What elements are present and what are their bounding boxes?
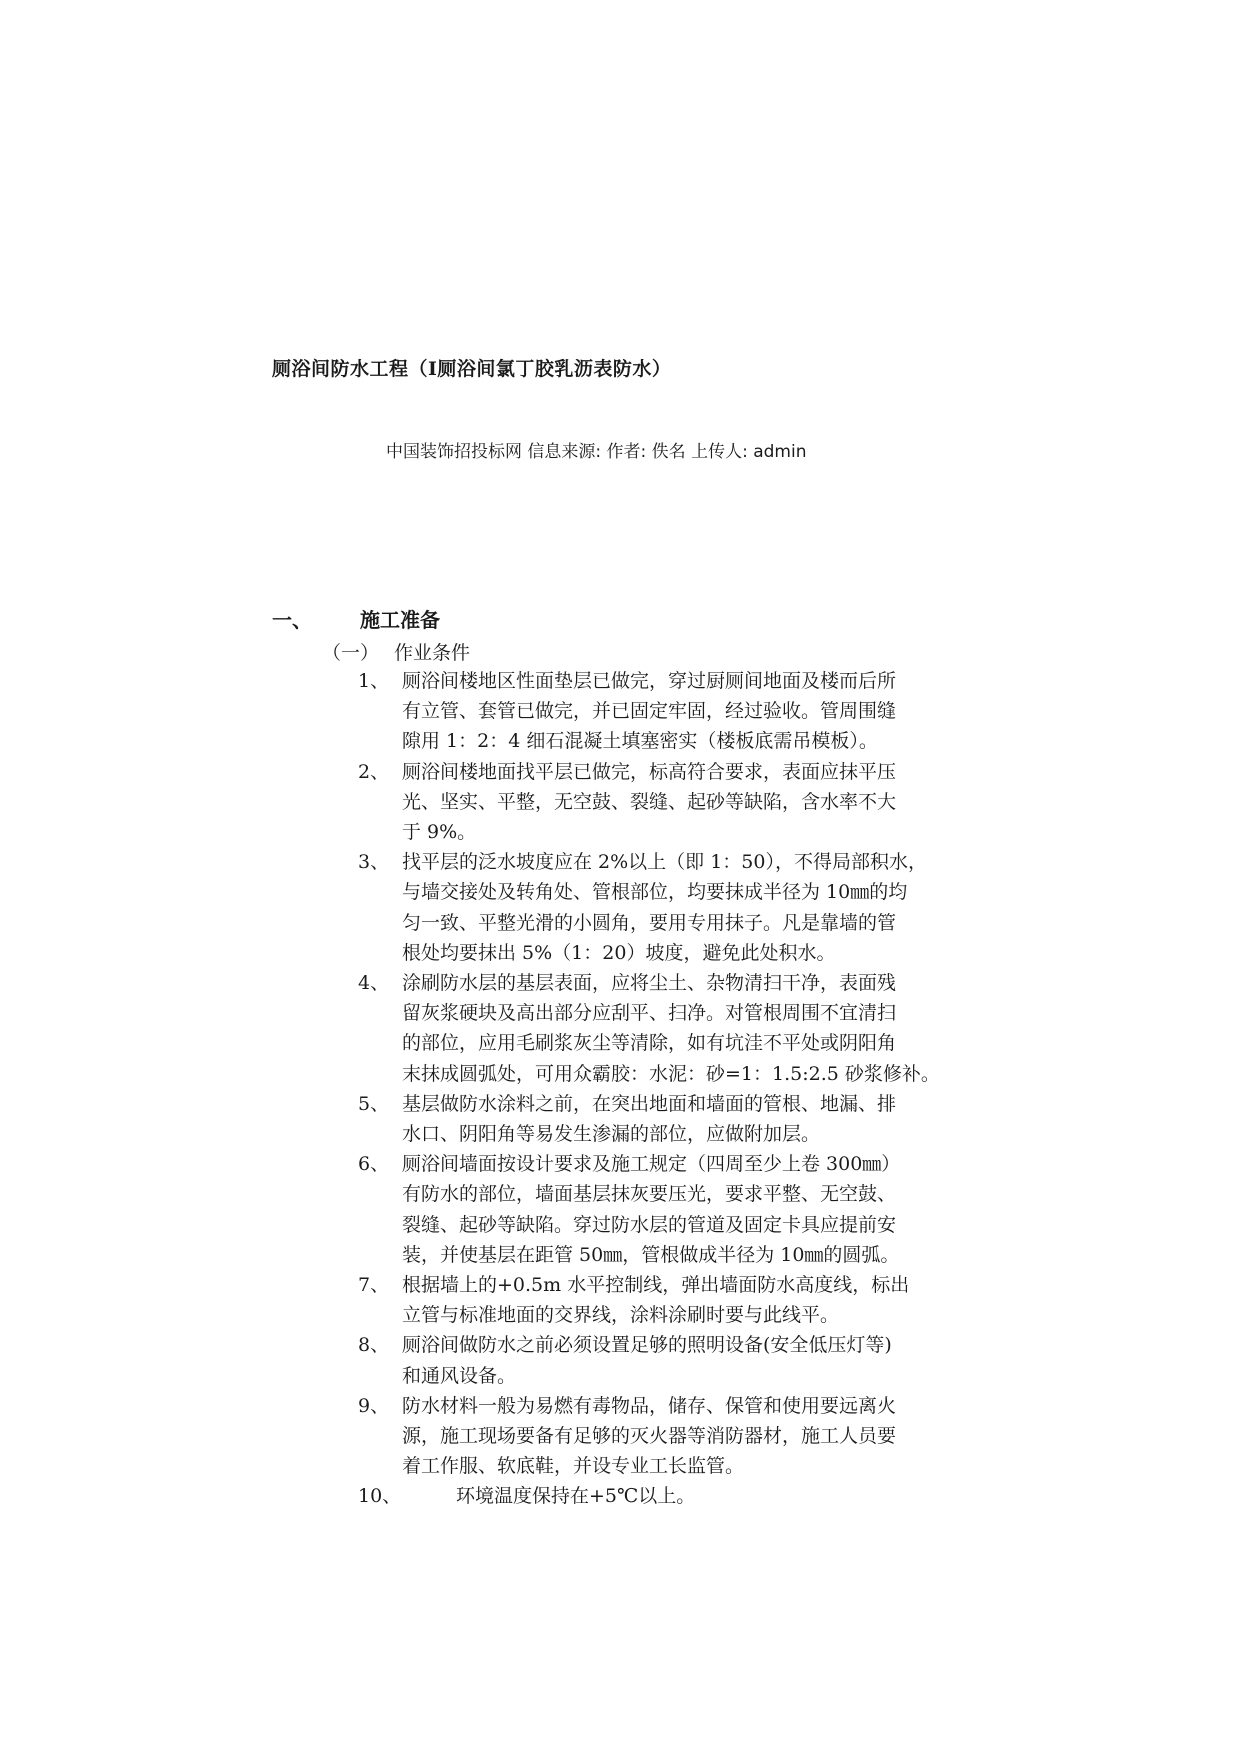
list-item-line: 隙用 1：2：4 细石混凝土填塞密实（楼板底需吊模板）。: [402, 730, 878, 753]
list-item-number: 7、: [358, 1274, 390, 1297]
list-item-line: 厕浴间做防水之前必须设置足够的照明设备(安全低压灯等): [402, 1334, 892, 1357]
list-item-line: 水口、阴阳角等易发生渗漏的部位，应做附加层。: [402, 1123, 821, 1146]
list-item-line: 厕浴间墙面按设计要求及施工规定（四周至少上卷 300㎜）: [402, 1153, 901, 1176]
subsection-number: （一）: [322, 642, 380, 664]
list-item: [358, 1149, 968, 1270]
list-item: [358, 1391, 968, 1482]
list-item-line: 有防水的部位，墙面基层抹灰要压光，要求平整、无空鼓、: [402, 1183, 897, 1206]
list-item-line: 根处均要抹出 5%（1：20）坡度，避免此处积水。: [402, 941, 836, 964]
list-item-number: 9、: [358, 1394, 390, 1417]
list-item-line: 基层做防水涂料之前，在突出地面和墙面的管根、地漏、排: [402, 1092, 897, 1115]
list-item-line: 末抹成圆弧处，可用众霸胶：水泥：砂=1：1.5:2.5 砂浆修补。: [402, 1062, 940, 1085]
list-item-line: 于 9%。: [402, 821, 477, 844]
list-item: [358, 1270, 968, 1330]
list-item-line: 着工作服、软底鞋，并设专业工长监管。: [402, 1455, 745, 1478]
list-item-number: 8、: [358, 1334, 390, 1357]
list-item-line: 裂缝、起砂等缺陷。穿过防水层的管道及固定卡具应提前安: [402, 1213, 897, 1236]
list-item-line: 的部位，应用毛刷浆灰尘等清除，如有坑洼不平处或阴阳角: [402, 1032, 897, 1055]
section-number: 一、: [272, 608, 312, 632]
list-item-line: 与墙交接处及转角处、管根部位，均要抹成半径为 10㎜的均: [402, 881, 908, 904]
list-item-line: 装，并使基层在距管 50㎜，管根做成半径为 10㎜的圆弧。: [402, 1243, 900, 1266]
list-item-number: 6、: [358, 1153, 390, 1176]
list-item-line: 光、坚实、平整，无空鼓、裂缝、起砂等缺陷，含水率不大: [402, 790, 897, 813]
list-item-line: 和通风设备。: [402, 1364, 517, 1387]
list-item-number: 4、: [358, 972, 390, 995]
list-item-number: 2、: [358, 760, 390, 783]
list-item-line: 留灰浆硬块及高出部分应刮平、扫净。对管根周围不宜清扫: [402, 1002, 897, 1025]
list-item-line: 环境温度保持在+5℃以上。: [456, 1485, 696, 1508]
list-item: [358, 847, 968, 968]
list-item-line: 涂刷防水层的基层表面，应将尘土、杂物清扫干净，表面残: [402, 972, 897, 995]
section-heading: [272, 604, 440, 633]
list-item: [358, 1089, 968, 1149]
list-item-number: 1、: [358, 670, 390, 692]
list-item-number: 10、: [358, 1485, 402, 1508]
document-title: 厕浴间防水工程（Ⅰ厕浴间氯丁胶乳沥表防水）: [272, 358, 672, 380]
subsection-heading: [322, 638, 470, 665]
list-item-line: 有立管、套管已做完，并已固定牢固，经过验收。管周围缝: [402, 700, 897, 723]
list-item: [358, 757, 968, 848]
condition-list: [358, 666, 968, 1512]
list-item-line: 厕浴间楼地区性面垫层已做完，穿过厨厕间地面及楼而后所: [402, 670, 897, 692]
list-item-line: 厕浴间楼地面找平层已做完，标高符合要求，表面应抹平压: [402, 760, 897, 783]
list-item: [358, 666, 968, 757]
list-item: [358, 1330, 968, 1390]
subsection-title: 作业条件: [394, 642, 471, 664]
list-item-line: 立管与标准地面的交界线，涂料涂刷时要与此线平。: [402, 1304, 840, 1327]
document-meta: 中国装饰招投标网 信息来源: 作者: 佚名 上传人: admin: [386, 442, 807, 462]
list-item-line: 防水材料一般为易燃有毒物品，储存、保管和使用要远离火: [402, 1394, 897, 1417]
section-title: 施工准备: [360, 608, 440, 632]
list-item-line: 找平层的泛水坡度应在 2%以上（即 1：50），不得局部积水，: [402, 851, 927, 874]
list-item-line: 匀一致、平整光滑的小圆角，要用专用抹子。凡是靠墙的管: [402, 911, 897, 934]
list-item: [358, 1481, 968, 1511]
list-item-line: 根据墙上的+0.5m 水平控制线，弹出墙面防水高度线，标出: [402, 1274, 910, 1297]
list-item-number: 5、: [358, 1092, 390, 1115]
list-item: [358, 968, 968, 1089]
list-item-number: 3、: [358, 851, 390, 874]
list-item-line: 源，施工现场要备有足够的灭火器等消防器材，施工人员要: [402, 1425, 897, 1448]
